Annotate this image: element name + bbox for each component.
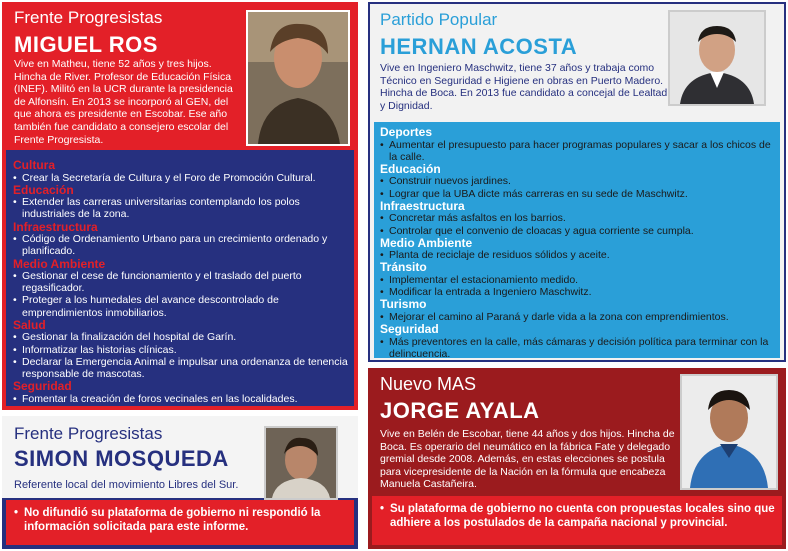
bullet-icon: • — [380, 503, 385, 515]
proposal-item: • Más preventores en la calle, más cámaras y decisión política para terminar con la delincuencia. — [380, 336, 774, 360]
candidate-name: MIGUEL ROS — [14, 32, 158, 57]
proposal-item: • Crear la Secretaría de Cultura y el Foro de Promoción Cultural. — [13, 172, 348, 184]
note-text: Su plataforma de gobierno no cuenta con propuestas locales sino que adhiere a los postulados de la campaña nacional y provincial. — [390, 503, 775, 529]
proposal-item: • Aumentar el presupuesto para hacer programas populares y sacar a los chicos de la calle. — [380, 139, 774, 163]
simon-mosqueda-card — [2, 416, 358, 549]
candidate-name: SIMON MOSQUEDA — [14, 446, 229, 471]
proposal-item: • Controlar que el convenio de cloacas y agua corriente se cumpla. — [380, 225, 774, 237]
candidate-photo — [264, 426, 338, 500]
candidate-photo — [668, 10, 766, 106]
party-label: Partido Popular — [380, 10, 498, 29]
portrait-icon — [670, 12, 764, 104]
candidate-photo — [680, 374, 778, 490]
no-local-platform-note — [380, 502, 788, 530]
proposal-item: • Lograr que la UBA dicte más carreras en su sede de Maschwitz. — [380, 188, 774, 200]
section-title: Medio Ambiente — [13, 256, 106, 271]
note-text: No difundió su plataforma de gobierno ni respondió la información solicitada para este informe. — [24, 507, 321, 533]
proposals-list — [13, 159, 348, 405]
portrait-icon — [266, 428, 336, 498]
hernan-acosta-card — [368, 2, 786, 362]
section-title: Deportes — [380, 125, 433, 139]
party-label: Frente Progresistas — [14, 424, 163, 443]
section-title: Infraestructura — [13, 219, 98, 234]
proposal-item: • Informatizar las historias clínicas. — [13, 344, 348, 356]
party-label: Nuevo MAS — [380, 374, 477, 394]
proposal-item: • Implementar el estacionamiento medido. — [380, 274, 774, 286]
proposal-item: • Planta de reciclaje de residuos sólidos y aceite. — [380, 249, 774, 261]
candidate-bio: Referente local del movimiento Libres del Sur. — [14, 479, 239, 491]
proposal-item: • Gestionar la finalización del hospital de Garín. — [13, 331, 348, 343]
candidate-bio: Vive en Ingeniero Maschwitz, tiene 37 años y trabaja como Técnico en Seguridad e Higiene en obras en Puerto Madero. Hincha de Boca. En 2013 fue candidato a concejal de Lealtad y Dignidad. — [380, 62, 668, 112]
portrait-icon — [682, 376, 776, 488]
section-title: Medio Ambiente — [380, 235, 473, 250]
proposal-item: • Mejorar el camino al Paraná y darle vida a la zona con emprendimientos. — [380, 311, 774, 323]
no-platform-note — [14, 506, 354, 534]
proposal-item: • Proteger a los humedales del avance descontrolado de emprendimientos inmobiliarios. — [13, 294, 348, 318]
proposal-item: • Fomentar la creación de foros vecinales en las localidades. — [13, 393, 348, 405]
candidate-name: HERNAN ACOSTA — [380, 34, 578, 59]
jorge-ayala-card — [368, 368, 786, 549]
proposal-item: • Construir nuevos jardines. — [380, 175, 774, 187]
section-title: Educación — [380, 161, 441, 176]
miguel-ros-card — [2, 2, 358, 410]
proposal-item: • Código de Ordenamiento Urbano para un crecimiento ordenado y planificado. — [13, 233, 348, 257]
section-title: Cultura — [13, 158, 55, 172]
proposal-item: • Concretar más asfaltos en los barrios. — [380, 212, 774, 224]
candidate-bio: Vive en Matheu, tiene 52 años y tres hijos. Hincha de River. Profesor de Educación Física (INEF). Militó en la UCR durante la presidencia de Alfonsín. En 2013 se incorporó al GEN, del que ahora es presidente en Escobar. Ese año también fue candidato a consejero escolar del Frente Progresista. — [14, 58, 233, 146]
bullet-icon: • — [14, 507, 19, 519]
candidate-photo — [246, 10, 350, 146]
section-title: Turismo — [380, 297, 427, 312]
proposal-item: • Declarar la Emergencia Animal e impulsar una ordenanza de tenencia responsable de mascotas. — [13, 356, 348, 380]
section-title: Educación — [13, 182, 74, 197]
section-title: Tránsito — [380, 260, 427, 275]
portrait-icon — [248, 12, 348, 144]
proposal-item: • Modificar la entrada a Ingeniero Maschwitz. — [380, 286, 774, 298]
party-label: Frente Progresistas — [14, 8, 163, 27]
proposal-item: • Gestionar el cese de funcionamiento y el traslado del puerto regasificador. — [13, 270, 348, 294]
proposal-item: • Extender las carreras universitarias contemplando los polos industriales de la zona. — [13, 196, 348, 220]
candidate-bio: Vive en Belén de Escobar, tiene 44 años y dos hijos. Hincha de Boca. Es operario del neumático en la fábrica Fate y delegado gremial desde 2008. Además, en estas elecciones se postula para vicepresidente de la Nación en la fórmula que encabeza Manuela Castañeira. — [380, 428, 675, 491]
section-title: Seguridad — [380, 322, 439, 337]
section-title: Salud — [13, 317, 46, 332]
section-title: Infraestructura — [380, 198, 465, 213]
candidate-name: JORGE AYALA — [380, 398, 540, 423]
proposals-list — [380, 126, 774, 360]
section-title: Seguridad — [13, 379, 72, 394]
